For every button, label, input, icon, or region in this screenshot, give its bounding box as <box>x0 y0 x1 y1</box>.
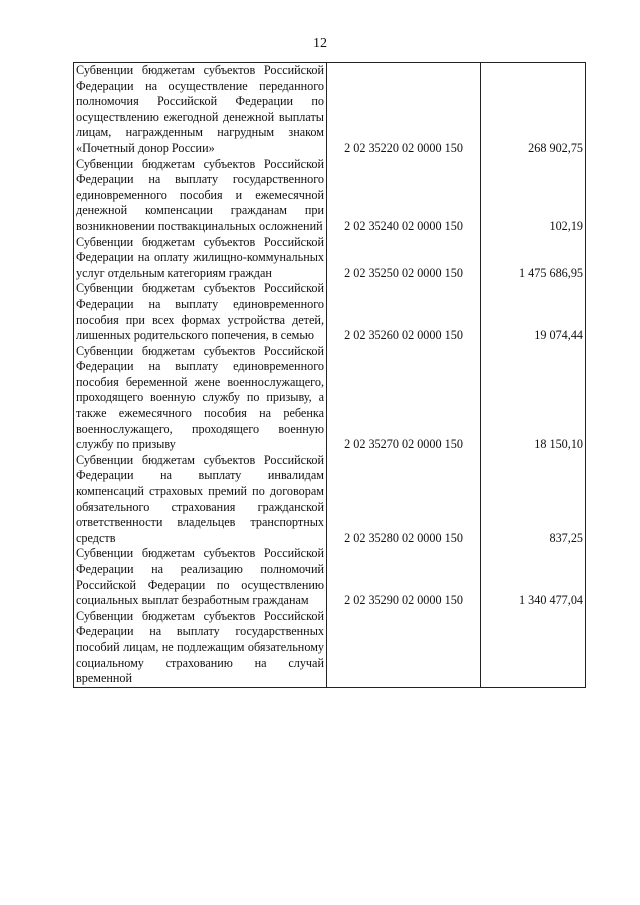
row-code: 2 02 35260 02 0000 150 <box>327 281 481 343</box>
table-row <box>74 546 586 608</box>
row-description: Субвенции бюджетам субъектов Российской Федерации на осуществление переданного полномочия Российской Федерации по осуществлению ежегодной денежной выплаты лицам, награжденным нагрудным знаком «Почетный донор России» <box>74 63 327 157</box>
table-row <box>74 235 586 282</box>
row-code: 2 02 35270 02 0000 150 <box>327 344 481 453</box>
row-description: Субвенции бюджетам субъектов Российской Федерации на выплату инвалидам компенсаций страховых премий по договорам обязательного страхования гражданской ответственности владельцев транспортных средств <box>74 453 327 547</box>
row-amount: 837,25 <box>481 453 586 547</box>
page-number: 12 <box>313 36 327 51</box>
row-code: 2 02 35220 02 0000 150 <box>327 63 481 157</box>
table-row <box>74 157 586 235</box>
row-code: 2 02 35280 02 0000 150 <box>327 453 481 547</box>
row-description: Субвенции бюджетам субъектов Российской Федерации на выплату единовременного пособия при всех формах устройства детей, лишенных родительского попечения, в семью <box>74 281 327 343</box>
row-description: Субвенции бюджетам субъектов Российской Федерации на выплату единовременного пособия беременной жене военнослужащего, проходящего военную службу по призыву, а также ежемесячного пособия на ребенка военнослужащего, проходящего военную службу по призыву <box>74 344 327 453</box>
table-row <box>74 63 586 157</box>
row-amount <box>481 609 586 687</box>
row-description: Субвенции бюджетам субъектов Российской Федерации на реализацию полномочий Российской Федерации по осуществлению социальных выплат безработным гражданам <box>74 546 327 608</box>
table-row <box>74 609 586 687</box>
row-amount: 1 475 686,95 <box>481 235 586 282</box>
row-description: Субвенции бюджетам субъектов Российской Федерации на выплату государственного единовременного пособия и ежемесячной денежной компенсации гражданам при возникновении поствакцинальных осложнений <box>74 157 327 235</box>
table-row <box>74 453 586 547</box>
row-code: 2 02 35240 02 0000 150 <box>327 157 481 235</box>
row-amount: 1 340 477,04 <box>481 546 586 608</box>
budget-table <box>73 62 586 688</box>
row-amount: 19 074,44 <box>481 281 586 343</box>
row-code: 2 02 35290 02 0000 150 <box>327 546 481 608</box>
row-description: Субвенции бюджетам субъектов Российской Федерации на оплату жилищно-коммунальных услуг отдельным категориям граждан <box>74 235 327 282</box>
row-code: 2 02 35250 02 0000 150 <box>327 235 481 282</box>
table-row <box>74 344 586 453</box>
row-code <box>327 609 481 687</box>
row-amount: 268 902,75 <box>481 63 586 157</box>
row-amount: 102,19 <box>481 157 586 235</box>
table-row <box>74 281 586 343</box>
row-description: Субвенции бюджетам субъектов Российской Федерации на выплату государственных пособий лицам, не подлежащим обязательному социальному страхованию на случай временной <box>74 609 327 687</box>
row-amount: 18 150,10 <box>481 344 586 453</box>
